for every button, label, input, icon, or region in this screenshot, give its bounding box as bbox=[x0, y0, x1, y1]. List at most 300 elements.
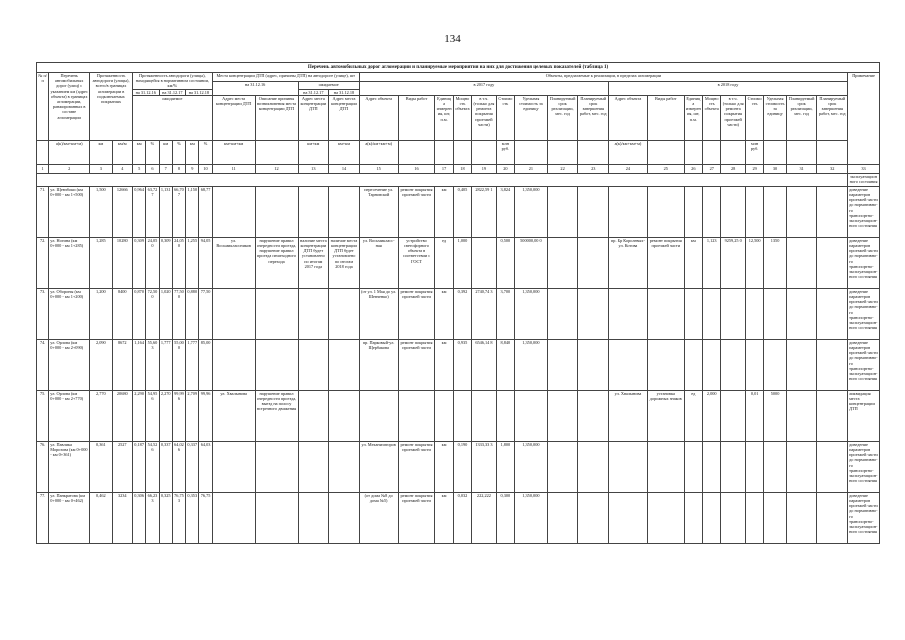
start-2017 bbox=[547, 492, 578, 543]
dtp-reason bbox=[255, 339, 298, 390]
road-name: ул. Щевчбоки (км 0+000 - км 1+500) bbox=[49, 186, 90, 237]
unit-2018 bbox=[684, 288, 702, 339]
capacity-sub-2018 bbox=[721, 441, 746, 492]
road-area: 20680 bbox=[112, 390, 132, 441]
norm-km-17: 0,325 bbox=[159, 492, 172, 543]
norm-pct-18: 68,77 bbox=[199, 186, 212, 237]
capacity-sub-2018 bbox=[721, 492, 746, 543]
column-number: 24 bbox=[609, 164, 648, 173]
column-number: 2 bbox=[49, 164, 90, 173]
start-2017 bbox=[547, 339, 578, 390]
header-note: Примечание bbox=[848, 73, 880, 165]
dtp-2018 bbox=[329, 390, 360, 441]
norm-pct-16: 54,526 bbox=[146, 441, 159, 492]
column-number: 28 bbox=[721, 164, 746, 173]
road-length: 1,285 bbox=[90, 237, 112, 288]
dtp-2017 bbox=[298, 288, 329, 339]
header-dtp-places: Места концентрации ДТП (адрес, причины ДТП) на автодороге (улице), шт bbox=[212, 73, 359, 82]
unit-kmkm3: км+км bbox=[329, 140, 360, 164]
dtp-2018 bbox=[329, 492, 360, 543]
column-number: 1 bbox=[37, 164, 49, 173]
cost-2018 bbox=[745, 441, 763, 492]
road-name: ул. Орлова (км 0+000 - км 2+090) bbox=[49, 339, 90, 390]
capacity-sub-2018 bbox=[721, 390, 746, 441]
norm-km-17: 0,337 bbox=[159, 441, 172, 492]
dtp-2018: наличие места концентрации ДТП будет установлено по итогам 2018 года bbox=[329, 237, 360, 288]
row-num: 76. bbox=[37, 441, 49, 492]
column-number: 26 bbox=[684, 164, 702, 173]
cost-2018: 0,01 bbox=[745, 390, 763, 441]
unit-m: млн руб. bbox=[496, 140, 514, 164]
unit-kmm: км/м bbox=[112, 140, 132, 164]
capacity-sub-2017: 6546,14 8 bbox=[472, 339, 497, 390]
road-area: 8672 bbox=[112, 339, 132, 390]
row-num: 71. bbox=[37, 186, 49, 237]
norm-km-18: 2,709 bbox=[186, 390, 199, 441]
table-title: Перечень автомобильных дорог агломерации и планируемые мероприятия на них для достижения целевых показателей (таблица 1) bbox=[37, 63, 880, 73]
norm-pct-17: 99,996 bbox=[172, 390, 185, 441]
note: доведение параметров проезжей части до нормативно-го транспортно-эксплуатацион-ного состояния bbox=[848, 186, 880, 237]
header-capacity-sub2: в т.ч. (только для ремонта покрытия проезжей части) bbox=[721, 95, 746, 140]
object-address-2017: пересечение ул. Тарновской bbox=[359, 186, 398, 237]
norm-pct-16: 72,500 bbox=[146, 288, 159, 339]
norm-km-16: 0,309 bbox=[133, 237, 146, 288]
header-dtp-addr18: Адрес места концентрации ДТП bbox=[329, 95, 360, 140]
start-2018 bbox=[786, 390, 817, 441]
unit-2017: км bbox=[435, 339, 453, 390]
work-type-2018 bbox=[647, 492, 684, 543]
header-unit2: Единица измерения, шт, п.м. bbox=[684, 95, 702, 140]
dtp-2018 bbox=[329, 288, 360, 339]
cost-2018: 12,500 bbox=[745, 237, 763, 288]
capacity-2017: 0,405 bbox=[453, 186, 471, 237]
column-number: 11 bbox=[212, 164, 255, 173]
object-address-2017 bbox=[359, 390, 398, 441]
cost-2017: 0,500 bbox=[496, 237, 514, 288]
capacity-2017: 0,190 bbox=[453, 441, 471, 492]
column-number: 8 bbox=[172, 164, 185, 173]
road-name: ул. Павлика Морозова (км 0+000 - км 0+361) bbox=[49, 441, 90, 492]
unit-2018 bbox=[684, 186, 702, 237]
capacity-2017 bbox=[453, 390, 471, 441]
work-type-2017: ремонт покрытия проезжей части bbox=[398, 186, 435, 237]
unit-cost-2018 bbox=[764, 492, 786, 543]
column-number: 7 bbox=[159, 164, 172, 173]
table-row bbox=[37, 339, 880, 390]
unit-empty-31 bbox=[786, 140, 817, 164]
capacity-2018: 1,123 bbox=[703, 237, 721, 288]
object-address-2017: (от ул. 1 Мая до ул. Шевченко) bbox=[359, 288, 398, 339]
column-number: 15 bbox=[359, 164, 398, 173]
header-unit: Единица измерения, шт, п.м. bbox=[435, 95, 453, 140]
work-type-2018 bbox=[647, 288, 684, 339]
unit-cost-2017: 1,350,000 bbox=[515, 288, 548, 339]
start-2018 bbox=[786, 339, 817, 390]
header-date2: на 31.12.17 bbox=[159, 89, 186, 95]
norm-km-18: 0,880 bbox=[186, 288, 199, 339]
start-2017 bbox=[547, 186, 578, 237]
dtp-2018 bbox=[329, 339, 360, 390]
dtp-address bbox=[212, 288, 255, 339]
capacity-2017: 0,392 bbox=[453, 288, 471, 339]
header-dtp-reasons: Описание причины возникновения места концентрации ДТП bbox=[255, 95, 298, 140]
dtp-address: ул. Хвалынова bbox=[212, 390, 255, 441]
end-2018 bbox=[817, 339, 848, 390]
start-2017 bbox=[547, 288, 578, 339]
table-row bbox=[37, 492, 880, 543]
page-number: 134 bbox=[444, 33, 461, 45]
unit-empty-30 bbox=[764, 140, 786, 164]
cost-2018 bbox=[745, 288, 763, 339]
column-number: 22 bbox=[547, 164, 578, 173]
dtp-address: ул. Восьмиклассников bbox=[212, 237, 255, 288]
norm-km-18: 1,255 bbox=[186, 237, 199, 288]
capacity-sub-2017 bbox=[472, 237, 497, 288]
norm-pct-18: 99,96 bbox=[199, 390, 212, 441]
unit-empty-17 bbox=[435, 140, 453, 164]
road-length: 1,200 bbox=[90, 288, 112, 339]
header-capacity-sub: в т.ч. (только для ремонта покрытия проезжей части) bbox=[472, 95, 497, 140]
norm-km-17: 2,270 bbox=[159, 390, 172, 441]
row-num: 74. bbox=[37, 339, 49, 390]
lead-empty bbox=[37, 173, 848, 186]
header-capacity2: Мощность объекта bbox=[703, 95, 721, 140]
column-number: 30 bbox=[764, 164, 786, 173]
unit-a: а(к)/км+км+м) bbox=[49, 140, 90, 164]
unit-a2: а(к)/км+км+м) bbox=[359, 140, 398, 164]
table-body bbox=[37, 63, 880, 544]
header-obj-address: Адрес объекта bbox=[359, 95, 398, 140]
header-unit-cost2: Удельная стоимость за единицу bbox=[764, 95, 786, 140]
norm-km-16: 0,187 bbox=[133, 441, 146, 492]
object-address-2017: пр. Парковый-ул. Щербакова bbox=[359, 339, 398, 390]
unit-km: км bbox=[90, 140, 112, 164]
capacity-2017: 0,935 bbox=[453, 339, 471, 390]
unit-empty-19 bbox=[472, 140, 497, 164]
row-num: 77. bbox=[37, 492, 49, 543]
unit-empty-18 bbox=[453, 140, 471, 164]
start-2018 bbox=[786, 288, 817, 339]
column-number: 20 bbox=[496, 164, 514, 173]
column-number: 23 bbox=[578, 164, 609, 173]
unit-cost-2018 bbox=[764, 288, 786, 339]
end-2018 bbox=[817, 186, 848, 237]
norm-pct-16: 54,956 bbox=[146, 390, 159, 441]
dtp-address bbox=[212, 441, 255, 492]
column-number: 33 bbox=[848, 164, 880, 173]
note: доведение параметров проезжей части до нормативно-го транспортно-эксплуатацион-ного состояния bbox=[848, 339, 880, 390]
unit-cost-2017: 1,350,000 bbox=[515, 441, 548, 492]
capacity-sub-2018 bbox=[721, 186, 746, 237]
capacity-sub-2018 bbox=[721, 288, 746, 339]
norm-pct-18: 94,05 bbox=[199, 237, 212, 288]
norm-km-16: 0,964 bbox=[133, 186, 146, 237]
dtp-2017 bbox=[298, 492, 329, 543]
header-road-list: Перечень автомобильных дорог (улиц) с указанием км (адрес объекта) в границах агломерации, ранжированных в составе агломерации bbox=[49, 73, 90, 141]
header-num: № п/п bbox=[37, 73, 49, 141]
object-address-2018 bbox=[609, 339, 648, 390]
end-2017 bbox=[578, 339, 609, 390]
header-normative: Протяженность автодороги (улицы), находящейся в нормативном состоянии, км/% bbox=[133, 73, 213, 90]
dtp-2017 bbox=[298, 390, 329, 441]
column-numbers-row bbox=[37, 164, 880, 173]
unit-m2: млн руб. bbox=[745, 140, 763, 164]
dtp-2017 bbox=[298, 186, 329, 237]
start-2018 bbox=[786, 186, 817, 237]
object-address-2018 bbox=[609, 441, 648, 492]
unit-2017: км bbox=[435, 186, 453, 237]
object-address-2017: (от дома №8 до дома №5) bbox=[359, 492, 398, 543]
table-row bbox=[37, 237, 880, 288]
norm-km-16: 0,870 bbox=[133, 288, 146, 339]
header-obj-address2: Адрес объекта bbox=[609, 95, 648, 140]
norm-pct-17: 76,753 bbox=[172, 492, 185, 543]
unit-2017 bbox=[435, 390, 453, 441]
work-type-2018 bbox=[647, 186, 684, 237]
capacity-2018: 2,000 bbox=[703, 390, 721, 441]
unit-empty-28 bbox=[721, 140, 746, 164]
norm-pct-16: 55,603 bbox=[146, 339, 159, 390]
header-plan-term2: Планируемый срок завершения работ, мес. год bbox=[578, 95, 609, 140]
norm-km-17: 1,020 bbox=[159, 288, 172, 339]
header-dtp-address: Адрес места концентрации ДТП bbox=[212, 95, 255, 140]
norm-km-18: 1,777 bbox=[186, 339, 199, 390]
row-num: 75. bbox=[37, 390, 49, 441]
object-address-2018: пр. Бр Королевых-ул. Котова bbox=[609, 237, 648, 288]
dtp-reason bbox=[255, 288, 298, 339]
road-length: 0,361 bbox=[90, 441, 112, 492]
unit-empty-21 bbox=[515, 140, 548, 164]
object-address-2018 bbox=[609, 492, 648, 543]
norm-km-18: 1,150 bbox=[186, 186, 199, 237]
column-number: 14 bbox=[329, 164, 360, 173]
norm-pct-18: 64,03 bbox=[199, 441, 212, 492]
end-2017 bbox=[578, 390, 609, 441]
dtp-address bbox=[212, 186, 255, 237]
capacity-2018 bbox=[703, 492, 721, 543]
header-date1: на 31.12.16 bbox=[133, 89, 160, 95]
road-name: ул. Обороны (км 0+000 - км 1+200) bbox=[49, 288, 90, 339]
start-2018 bbox=[786, 237, 817, 288]
dtp-address bbox=[212, 492, 255, 543]
capacity-sub-2017: 2740,74 3 bbox=[472, 288, 497, 339]
note: ликвидация места концентрации ДТП bbox=[848, 390, 880, 441]
column-number: 9 bbox=[186, 164, 199, 173]
norm-km-16: 2,290 bbox=[133, 390, 146, 441]
norm-pct-17: 64,026 bbox=[172, 441, 185, 492]
row-num: 73. bbox=[37, 288, 49, 339]
roads-table-container bbox=[36, 62, 880, 544]
column-number: 17 bbox=[435, 164, 453, 173]
work-type-2018 bbox=[647, 441, 684, 492]
column-number: 5 bbox=[133, 164, 146, 173]
column-number: 10 bbox=[199, 164, 212, 173]
dtp-reason bbox=[255, 441, 298, 492]
unit-2018: км bbox=[684, 237, 702, 288]
dtp-reason bbox=[255, 186, 298, 237]
road-name: ул. Орлова (км 0+000 - км 2+770) bbox=[49, 390, 90, 441]
header-plan-term4: Планируемый срок завершения работ, мес. год bbox=[817, 95, 848, 140]
header-work-type2: Виды работ bbox=[647, 95, 684, 140]
column-number: 32 bbox=[817, 164, 848, 173]
unit-2017: км bbox=[435, 441, 453, 492]
header-dtp-addr17: Адрес места концентрации ДТП bbox=[298, 95, 329, 140]
unit-2018 bbox=[684, 441, 702, 492]
work-type-2017: устройство светофорного объекта в соответствии с ГОСТ bbox=[398, 237, 435, 288]
unit-km-18: км bbox=[186, 140, 199, 164]
end-2018 bbox=[817, 441, 848, 492]
unit-empty-25 bbox=[647, 140, 684, 164]
capacity-2017: 1,000 bbox=[453, 237, 471, 288]
row-num: 72. bbox=[37, 237, 49, 288]
dtp-2018 bbox=[329, 186, 360, 237]
work-type-2018: установка дорожных знаков bbox=[647, 390, 684, 441]
road-name: ул. Ногина (км 0+000 - км 1+285) bbox=[49, 237, 90, 288]
header-dtp-date: на 31.12.16 bbox=[212, 82, 298, 96]
roads-table bbox=[36, 62, 880, 544]
capacity-sub-2018: 9259,25 0 bbox=[721, 237, 746, 288]
note: доведение параметров проезжей части до нормативно-го транспортно-эксплуатацион-ного состояния bbox=[848, 441, 880, 492]
unit-cost-2017: 1,350,000 bbox=[515, 186, 548, 237]
note: доведение параметров проезжей части до нормативно-го транспортно-эксплуатацион-ного состояния bbox=[848, 288, 880, 339]
unit-kmkm: км+км+км bbox=[212, 140, 255, 164]
header-length: Протяженность автодороги (улицы), всего/в границах агломерации в подключаемых покрытиях bbox=[90, 73, 133, 141]
lead-row bbox=[37, 173, 880, 186]
unit-cost-2017: 1,350,000 bbox=[515, 492, 548, 543]
unit-cost-2018: 1350 bbox=[764, 237, 786, 288]
work-type-2017: ремонт покрытия проезжей части bbox=[398, 441, 435, 492]
cost-2017: 8,840 bbox=[496, 339, 514, 390]
object-address-2018: ул. Хвалынова bbox=[609, 390, 648, 441]
end-2017 bbox=[578, 237, 609, 288]
end-2017 bbox=[578, 186, 609, 237]
unit-km-17: км bbox=[159, 140, 172, 164]
header-year-2018: в 2018 году bbox=[609, 82, 848, 96]
lead-note: эксплуатационного состояния bbox=[848, 173, 880, 186]
dtp-2017 bbox=[298, 441, 329, 492]
norm-pct-17: 77,500 bbox=[172, 288, 185, 339]
road-area: 2527 bbox=[112, 441, 132, 492]
unit-pct-17: % bbox=[172, 140, 185, 164]
unit-kmkm2: км+км bbox=[298, 140, 329, 164]
header-normative-expected: ожидаемое bbox=[133, 95, 213, 140]
norm-km-16: 1,164 bbox=[133, 339, 146, 390]
capacity-2018 bbox=[703, 288, 721, 339]
capacity-sub-2017 bbox=[472, 390, 497, 441]
note: доведение параметров проезжей части до нормативно-го транспортно-эксплуатацион-ного состояния bbox=[848, 237, 880, 288]
unit-empty-26 bbox=[684, 140, 702, 164]
unit-empty-27 bbox=[703, 140, 721, 164]
dtp-reason: нарушение правил очередности проезда, нарушение правил проезда пешеходного перехода bbox=[255, 237, 298, 288]
table-row bbox=[37, 288, 880, 339]
road-length: 2,770 bbox=[90, 390, 112, 441]
unit-2018 bbox=[684, 339, 702, 390]
norm-pct-17: 66,707 bbox=[172, 186, 185, 237]
unit-cost-2017 bbox=[515, 390, 548, 441]
unit-2017: км bbox=[435, 288, 453, 339]
road-length: 0,462 bbox=[90, 492, 112, 543]
header-dtp-date3: на 31.12.18 bbox=[329, 89, 360, 95]
header-work-type: Виды работ bbox=[398, 95, 435, 140]
header-plan-term3: Планируемый срок реализации, мес. год bbox=[786, 95, 817, 140]
header-cost: Стоимость bbox=[496, 95, 514, 140]
object-address-2017: ул. Восьмикласс-ная bbox=[359, 237, 398, 288]
unit-2017: ед bbox=[435, 237, 453, 288]
norm-km-17: 0,309 bbox=[159, 237, 172, 288]
start-2017 bbox=[547, 237, 578, 288]
column-number: 6 bbox=[146, 164, 159, 173]
cost-2018 bbox=[745, 492, 763, 543]
column-number: 12 bbox=[255, 164, 298, 173]
start-2018 bbox=[786, 492, 817, 543]
cost-2018 bbox=[745, 186, 763, 237]
unit-2017: км bbox=[435, 492, 453, 543]
unit-empty-22 bbox=[547, 140, 578, 164]
cost-2017: 3,824 bbox=[496, 186, 514, 237]
column-number: 21 bbox=[515, 164, 548, 173]
end-2018 bbox=[817, 492, 848, 543]
norm-pct-18: 85,00 bbox=[199, 339, 212, 390]
header-date3: на 31.12.18 bbox=[186, 89, 213, 95]
norm-km-17: 1,777 bbox=[159, 339, 172, 390]
end-2018 bbox=[817, 237, 848, 288]
unit-num bbox=[37, 140, 49, 164]
work-type-2017 bbox=[398, 390, 435, 441]
norm-pct-16: 66,233 bbox=[146, 492, 159, 543]
table-row bbox=[37, 441, 880, 492]
unit-km-16: км bbox=[133, 140, 146, 164]
header-capacity: Мощность объекта bbox=[453, 95, 471, 140]
dtp-reason bbox=[255, 492, 298, 543]
unit-empty-23 bbox=[578, 140, 609, 164]
header-year-2017: в 2017 году bbox=[359, 82, 608, 96]
object-address-2017: ул. Механизаторов bbox=[359, 441, 398, 492]
start-2017 bbox=[547, 441, 578, 492]
dtp-reason: нарушение правил очередности проезда, выезд на полосу встречного движения bbox=[255, 390, 298, 441]
road-length: 2,090 bbox=[90, 339, 112, 390]
cost-2018 bbox=[745, 339, 763, 390]
start-2017 bbox=[547, 390, 578, 441]
note: доведение параметров проезжей части до нормативно-го транспортно-эксплуатацион-ного состояния bbox=[848, 492, 880, 543]
column-number: 19 bbox=[472, 164, 497, 173]
end-2018 bbox=[817, 288, 848, 339]
unit-2018: ед bbox=[684, 390, 702, 441]
norm-pct-17: 24,050 bbox=[172, 237, 185, 288]
column-number: 3 bbox=[90, 164, 112, 173]
road-area: 10280 bbox=[112, 237, 132, 288]
unit-cost-2018 bbox=[764, 339, 786, 390]
end-2017 bbox=[578, 492, 609, 543]
unit-empty-16 bbox=[398, 140, 435, 164]
capacity-2017: 0,032 bbox=[453, 492, 471, 543]
cost-2017: 1,800 bbox=[496, 441, 514, 492]
capacity-sub-2017: 2822,59 1 bbox=[472, 186, 497, 237]
unit-cost-2018: 5000 bbox=[764, 390, 786, 441]
work-type-2018 bbox=[647, 339, 684, 390]
unit-2018 bbox=[684, 492, 702, 543]
capacity-sub-2017: 1333,33 3 bbox=[472, 441, 497, 492]
norm-pct-16: 63,727 bbox=[146, 186, 159, 237]
header-dtp-date2: на 31.12.17 bbox=[298, 89, 329, 95]
unit-empty-12 bbox=[255, 140, 298, 164]
work-type-2017: ремонт покрытия проезжей части bbox=[398, 339, 435, 390]
road-area: 12666 bbox=[112, 186, 132, 237]
dtp-2018 bbox=[329, 441, 360, 492]
column-number: 16 bbox=[398, 164, 435, 173]
table-row bbox=[37, 390, 880, 441]
column-number: 13 bbox=[298, 164, 329, 173]
norm-pct-17: 55,000 bbox=[172, 339, 185, 390]
